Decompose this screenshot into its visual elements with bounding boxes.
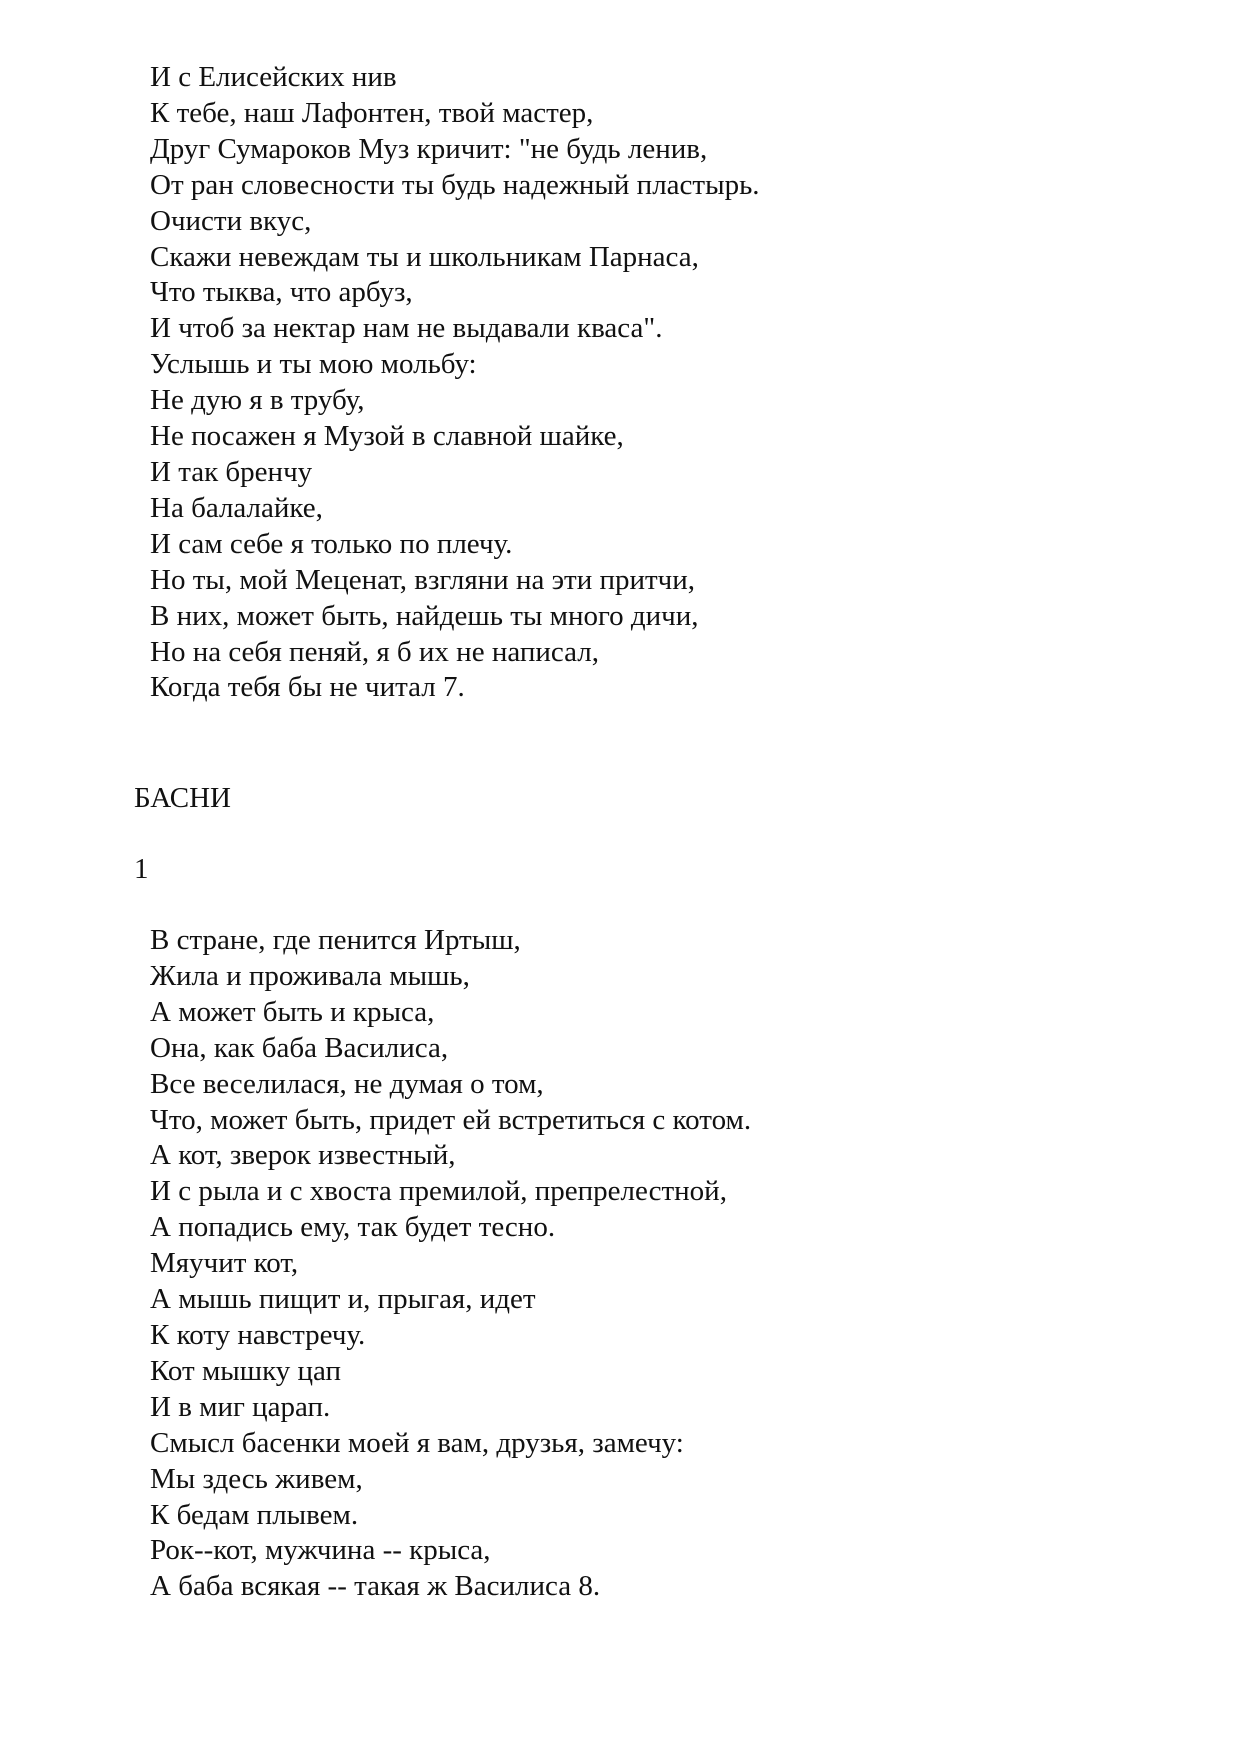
fable-line: К бедам плывем.	[150, 1498, 359, 1531]
poem-line: К тебе, наш Лафонтен, твой мастер,	[150, 96, 594, 129]
poem-line: Но на себя пеняй, я б их не написал,	[150, 635, 599, 668]
fable-line: Что, может быть, придет ей встретиться с котом.	[150, 1103, 752, 1136]
poem-line: Услышь и ты мою мольбу:	[150, 348, 477, 381]
fable-line: И с рыла и с хвоста премилой, препрелестной,	[150, 1175, 727, 1208]
poem-line: От ран словесности ты будь надежный пластырь.	[150, 168, 760, 201]
fable-line: В стране, где пенится Иртыш,	[150, 924, 521, 956]
fable-line: Кот мышку цап	[150, 1354, 342, 1387]
fable-text	[150, 923, 751, 1605]
fable-number: 1	[134, 853, 149, 885]
poem-line: Друг Сумароков Муз кричит: "не будь ленив,	[150, 132, 708, 165]
poem-line: Но ты, мой Меценат, взгляни на эти притчи,	[150, 563, 696, 596]
poem-line: И сам себе я только по плечу.	[150, 527, 513, 560]
poem-line: Не дую я в трубу,	[150, 384, 365, 417]
fable-line: А мышь пищит и, прыгая, идет	[150, 1283, 536, 1316]
fable-line: Мы здесь живем,	[150, 1462, 363, 1495]
fable-line: Мяучит кот,	[150, 1247, 299, 1280]
section-title: БАСНИ	[134, 782, 231, 814]
poem-line: И так бренчу	[150, 455, 313, 488]
fable-line: Рок--кот, мужчина -- крыса,	[150, 1534, 491, 1567]
fable-line: А баба всякая -- такая ж Василиса 8.	[150, 1570, 601, 1603]
poem-line: В них, может быть, найдешь ты много дичи,	[150, 599, 699, 632]
fable-line: А кот, зверок известный,	[150, 1139, 456, 1172]
poem-line: И чтоб за нектар нам не выдавали кваса".	[150, 312, 663, 345]
poem-line: Скажи невеждам ты и школьникам Парнаса,	[150, 240, 699, 273]
fable-line: К коту навстречу.	[150, 1318, 366, 1351]
poem-line: На балалайке,	[150, 491, 323, 524]
poem-line: И с Елисейских нив	[150, 61, 397, 93]
poem-intro	[150, 60, 760, 706]
fable-line: А попадись ему, так будет тесно.	[150, 1211, 556, 1244]
fable-line: Она, как баба Василиса,	[150, 1031, 449, 1064]
fable-line: Жила и проживала мышь,	[150, 959, 470, 992]
poem-line: Не посажен я Музой в славной шайке,	[150, 420, 624, 453]
poem-line: Очисти вкус,	[150, 204, 312, 237]
fable-line: И в миг царап.	[150, 1390, 331, 1423]
poem-line: Что тыква, что арбуз,	[150, 276, 413, 309]
fable-line: Все веселилася, не думая о том,	[150, 1067, 544, 1100]
fable-line: Смысл басенки моей я вам, друзья, замечу:	[150, 1426, 684, 1459]
fable-line: А может быть и крыса,	[150, 995, 435, 1028]
poem-line: Когда тебя бы не читал 7.	[150, 671, 465, 704]
